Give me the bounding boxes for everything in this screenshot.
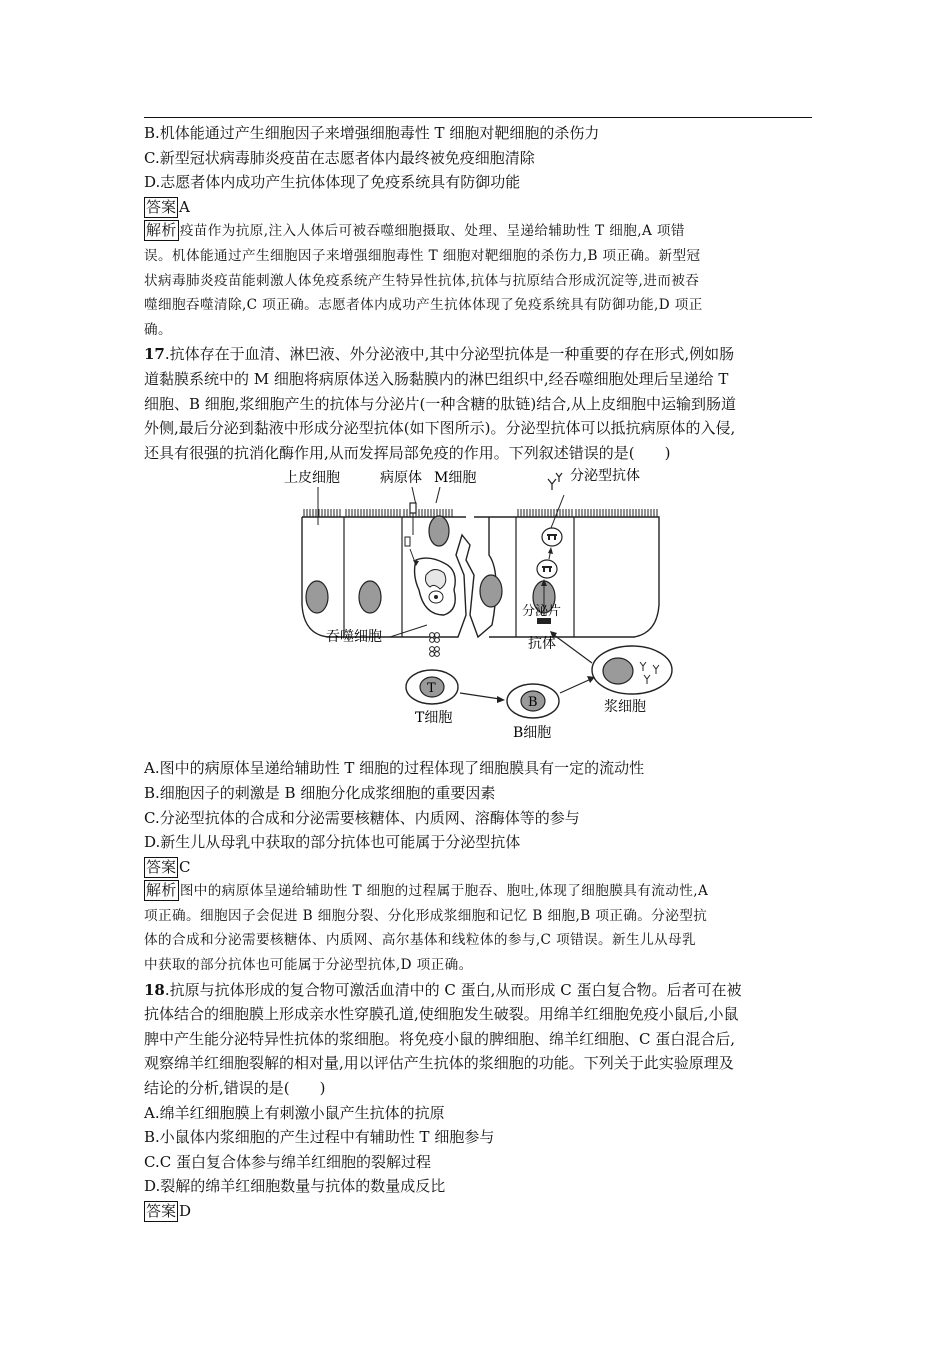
label-b-cell: B细胞 bbox=[513, 725, 552, 742]
explanation-line: 噬细胞吞噬清除,C 项正确。志愿者体内成功产生抗体体现了免疫系统具有防御功能,D 项正 bbox=[144, 297, 703, 314]
option-d: D.志愿者体内成功产生抗体体现了免疫系统具有防御功能 bbox=[144, 173, 521, 192]
q18-stem: 结论的分析,错误的是( ) bbox=[144, 1079, 326, 1098]
label-pathogen: 病原体 bbox=[380, 470, 422, 487]
top-rule bbox=[144, 117, 812, 118]
label-phagocyte: 吞噬细胞 bbox=[326, 629, 382, 646]
label-secretory-antibody: 分泌型抗体 bbox=[570, 468, 640, 485]
q17-stem: 17.抗体存在于血清、淋巴液、外分泌液中,其中分泌型抗体是一种重要的存在形式,例如肠 bbox=[144, 345, 735, 364]
label-secretory-piece: 分泌片 bbox=[522, 604, 562, 620]
option-c: C.分泌型抗体的合成和分泌需要核糖体、内质网、溶酶体等的参与 bbox=[144, 808, 580, 827]
explanation-line: 解析 图中的病原体呈递给辅助性 T 细胞的过程属于胞吞、胞吐,体现了细胞膜具有流动性,A bbox=[146, 881, 709, 900]
answer-row bbox=[144, 195, 812, 220]
answer-row bbox=[144, 1199, 812, 1224]
explanation-line: 误。机体能通过产生细胞因子来增强细胞毒性 T 细胞对靶细胞的杀伤力,B 项正确。新型冠 bbox=[144, 247, 701, 264]
label-b-letter: B bbox=[528, 695, 538, 711]
answer-tag: 答案 bbox=[146, 857, 177, 876]
option-d: D.新生儿从母乳中获取的部分抗体也可能属于分泌型抗体 bbox=[144, 833, 521, 852]
option-b: B.小鼠体内浆细胞的产生过程中有辅助性 T 细胞参与 bbox=[144, 1128, 495, 1147]
option-d: D.裂解的绵羊红细胞数量与抗体的数量成反比 bbox=[144, 1177, 446, 1196]
option-b: B.机体能通过产生细胞因子来增强细胞毒性 T 细胞对靶细胞的杀伤力 bbox=[144, 124, 600, 142]
explanation-line: 体的合成和分泌需要核糖体、内质网、高尔基体和线粒体的参与,C 项错误。新生儿从母乳 bbox=[144, 932, 697, 949]
answer-tag: 答案 bbox=[146, 1202, 177, 1220]
nucleus bbox=[480, 575, 502, 607]
explanation-line: 状病毒肺炎疫苗能刺激人体免疫系统产生特异性抗体,抗体与抗原结合形成沉淀等,进而被吞 bbox=[144, 272, 700, 289]
option-c: C.新型冠状病毒肺炎疫苗在志愿者体内最终被免疫细胞清除 bbox=[144, 148, 535, 167]
label-m-cell: M细胞 bbox=[434, 470, 477, 487]
q17-stem: 外侧,最后分泌到黏液中形成分泌型抗体(如下图所示)。分泌型抗体可以抵抗病原体的入侵, bbox=[144, 419, 736, 438]
option-b: B.细胞因子的刺激是 B 细胞分化成浆细胞的重要因素 bbox=[144, 783, 496, 802]
label-t-cell: T细胞 bbox=[415, 710, 453, 727]
q18-stem: 抗体结合的细胞膜上形成亲水性穿膜孔道,使细胞发生破裂。用绵羊红细胞免疫小鼠后,小鼠 bbox=[144, 1005, 739, 1024]
answer-value: C bbox=[179, 857, 191, 876]
answer-value: A bbox=[179, 197, 190, 216]
vesicle bbox=[537, 560, 557, 578]
q18-stem: 脾中产生能分泌特异性抗体的浆细胞。将免疫小鼠的脾细胞、绵羊红细胞、C 蛋白混合后, bbox=[144, 1029, 736, 1048]
pathogen-icon bbox=[410, 503, 416, 513]
explanation-line: 中获取的部分抗体也可能属于分泌型抗体,D 项正确。 bbox=[144, 957, 473, 974]
answer-tag: 答案 bbox=[146, 197, 177, 216]
page-content bbox=[144, 121, 812, 1224]
q17-stem: 道黏膜系统中的 M 细胞将病原体送入肠黏膜内的淋巴组织中,经吞噬细胞处理后呈递给 T bbox=[144, 369, 729, 388]
explanation-line: 确。 bbox=[144, 321, 172, 338]
question-number: 18 bbox=[144, 980, 165, 999]
secretory-antibody-icon bbox=[548, 473, 562, 490]
nucleus bbox=[429, 516, 449, 546]
antigen-granules bbox=[430, 633, 440, 657]
answer-row bbox=[144, 855, 812, 880]
q18-stem: 观察绵羊红细胞裂解的相对量,用以评估产生抗体的浆细胞的功能。下列关于此实验原理及 bbox=[144, 1054, 734, 1073]
question-number: 17 bbox=[144, 345, 165, 364]
nucleus bbox=[359, 581, 381, 613]
option-a: A.绵羊红细胞膜上有刺激小鼠产生抗体的抗原 bbox=[144, 1103, 445, 1122]
explanation-line: 解析 疫苗作为抗原,注入人体后可被吞噬细胞摄取、处理、呈递给辅助性 T 细胞,A 项错 bbox=[146, 221, 685, 240]
explanation-tag: 解析 bbox=[146, 881, 177, 900]
immune-diagram bbox=[144, 465, 812, 756]
label-antibody: 抗体 bbox=[528, 636, 556, 653]
q17-stem: 细胞、B 细胞,浆细胞产生的抗体与分泌片(一种含糖的肽链)结合,从上皮细胞中运输到肠道 bbox=[144, 394, 737, 413]
nucleus bbox=[306, 581, 328, 613]
option-a: A.图中的病原体呈递给辅助性 T 细胞的过程体现了细胞膜具有一定的流动性 bbox=[144, 759, 645, 778]
microvilli bbox=[302, 509, 659, 517]
label-plasma-cell: 浆细胞 bbox=[604, 699, 646, 716]
vesicle bbox=[542, 528, 562, 546]
q18-stem: 18.抗原与抗体形成的复合物可激活血清中的 C 蛋白,从而形成 C 蛋白复合物。后者可在被 bbox=[144, 980, 742, 999]
answer-value: D bbox=[179, 1202, 192, 1220]
label-t-letter: T bbox=[427, 681, 436, 697]
option-c: C.C 蛋白复合体参与绵羊红细胞的裂解过程 bbox=[144, 1152, 431, 1171]
explanation-line: 项正确。细胞因子会促进 B 细胞分裂、分化形成浆细胞和记忆 B 细胞,B 项正确。分泌型抗 bbox=[144, 907, 708, 924]
label-epithelial: 上皮细胞 bbox=[284, 470, 340, 487]
q17-stem: 还具有很强的抗消化酶作用,从而发挥局部免疫的作用。下列叙述错误的是( ) bbox=[144, 443, 671, 462]
explanation-tag: 解析 bbox=[146, 221, 177, 240]
